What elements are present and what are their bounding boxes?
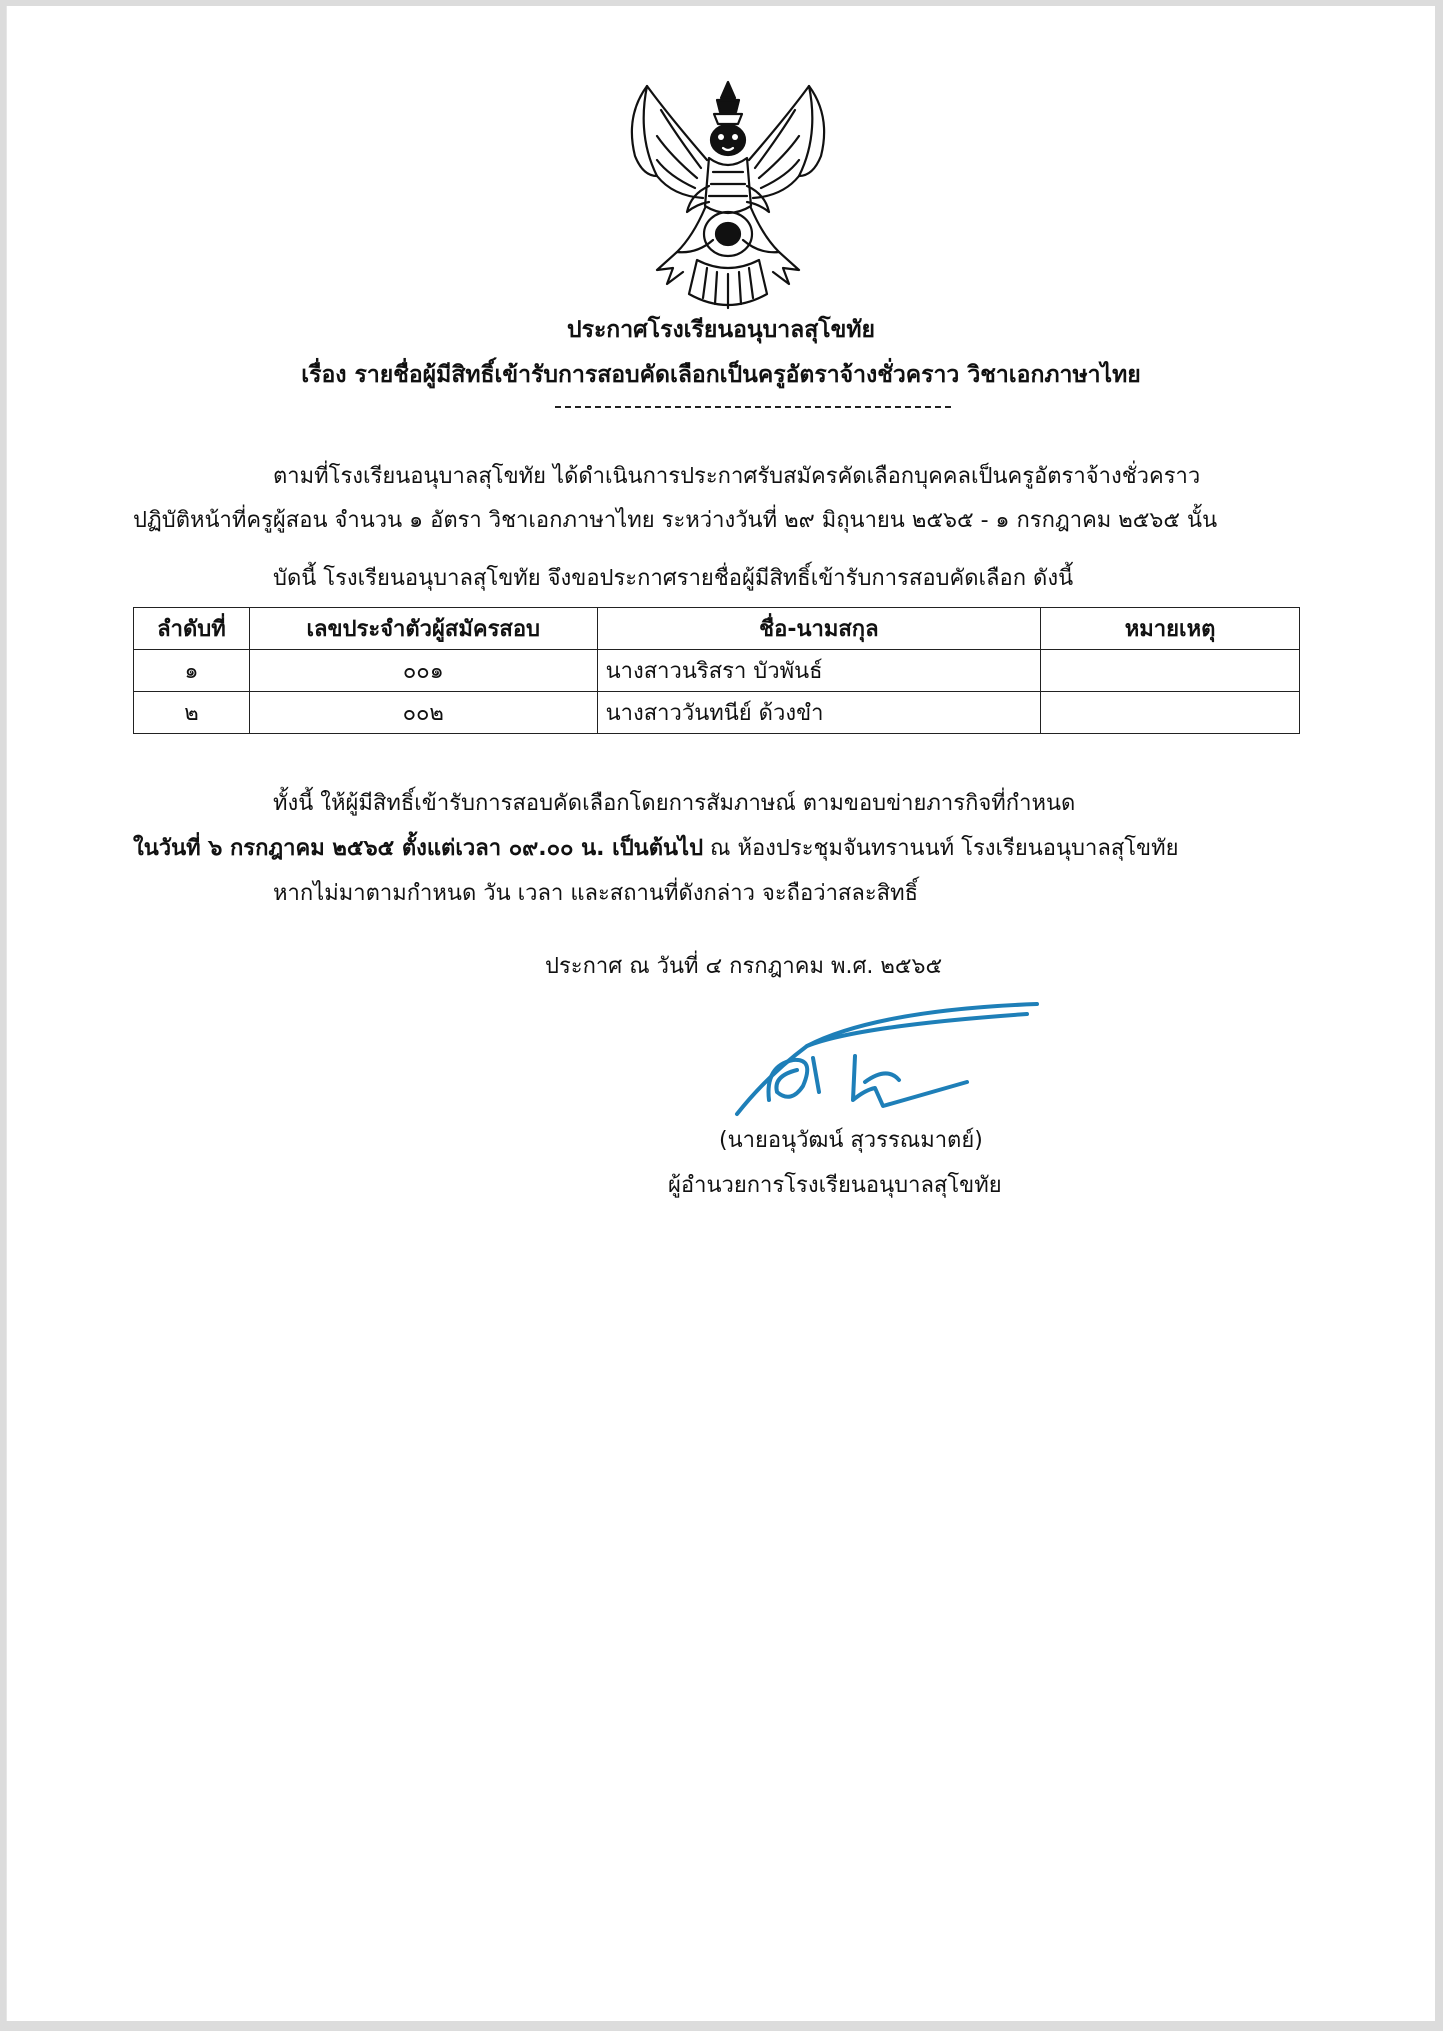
- signer-name: (นายอนุวัฒน์ สุวรรณมาตย์): [719, 1128, 983, 1153]
- cell-full-name: นางสาวนริสรา บัวพันธ์: [597, 650, 1041, 692]
- signature-image: [707, 996, 1097, 1126]
- interview-location: ณ ห้องประชุมจันทรานนท์ โรงเรียนอนุบาลสุโขทัย: [703, 836, 1179, 861]
- garuda-emblem-icon: [617, 76, 839, 314]
- header-applicant-id: เลขประจำตัวผู้สมัครสอบ: [249, 608, 597, 650]
- document-page: [6, 6, 1435, 2021]
- intro-line-2: ปฏิบัติหน้าที่ครูผู้สอน จำนวน ๑ อัตรา วิชาเอกภาษาไทย ระหว่างวันที่ ๒๙ มิถุนายน ๒๕๖๕ - ๑ กรกฎาคม ๒๕๖๕ นั้น: [133, 508, 1218, 533]
- cell-order: ๑: [134, 650, 250, 692]
- cell-applicant-id: ๐๐๑: [249, 650, 597, 692]
- candidates-table: [133, 607, 1300, 734]
- announcement-date: ประกาศ ณ วันที่ ๔ กรกฎาคม พ.ศ. ๒๕๖๕: [545, 954, 943, 979]
- table-row: [134, 650, 1300, 692]
- announcement-subject: เรื่อง รายชื่อผู้มีสิทธิ์เข้ารับการสอบคัดเลือกเป็นครูอัตราจ้างชั่วคราว วิชาเอกภาษาไทย: [301, 362, 1141, 388]
- divider: [555, 406, 951, 408]
- header-full-name: ชื่อ-นามสกุล: [597, 608, 1041, 650]
- cell-remarks: [1041, 650, 1300, 692]
- table-row: [134, 692, 1300, 734]
- intro-line-3: บัดนี้ โรงเรียนอนุบาลสุโขทัย จึงขอประกาศรายชื่อผู้มีสิทธิ์เข้ารับการสอบคัดเลือก ดังนี้: [273, 566, 1074, 591]
- cell-order: ๒: [134, 692, 250, 734]
- cell-full-name: นางสาววันทนีย์ ด้วงขำ: [597, 692, 1041, 734]
- signer-position: ผู้อำนวยการโรงเรียนอนุบาลสุโขทัย: [668, 1173, 1002, 1198]
- details-line-3: หากไม่มาตามกำหนด วัน เวลา และสถานที่ดังกล่าว จะถือว่าสละสิทธิ์: [273, 881, 919, 906]
- interview-datetime: ในวันที่ ๖ กรกฎาคม ๒๕๖๕ ตั้งแต่เวลา ๐๙.๐๐ น. เป็นต้นไป: [133, 836, 704, 861]
- header-order: ลำดับที่: [134, 608, 250, 650]
- intro-line-1: ตามที่โรงเรียนอนุบาลสุโขทัย ได้ดำเนินการประกาศรับสมัครคัดเลือกบุคคลเป็นครูอัตราจ้างชั่วคราว: [273, 464, 1201, 489]
- table-header-row: [134, 608, 1300, 650]
- details-line-1: ทั้งนี้ ให้ผู้มีสิทธิ์เข้ารับการสอบคัดเลือกโดยการสัมภาษณ์ ตามขอบข่ายภารกิจที่กำหนด: [273, 791, 1076, 816]
- cell-applicant-id: ๐๐๒: [249, 692, 597, 734]
- details-line-2: [133, 830, 1179, 865]
- announcement-title: ประกาศโรงเรียนอนุบาลสุโขทัย: [567, 317, 875, 343]
- header-remarks: หมายเหตุ: [1041, 608, 1300, 650]
- cell-remarks: [1041, 692, 1300, 734]
